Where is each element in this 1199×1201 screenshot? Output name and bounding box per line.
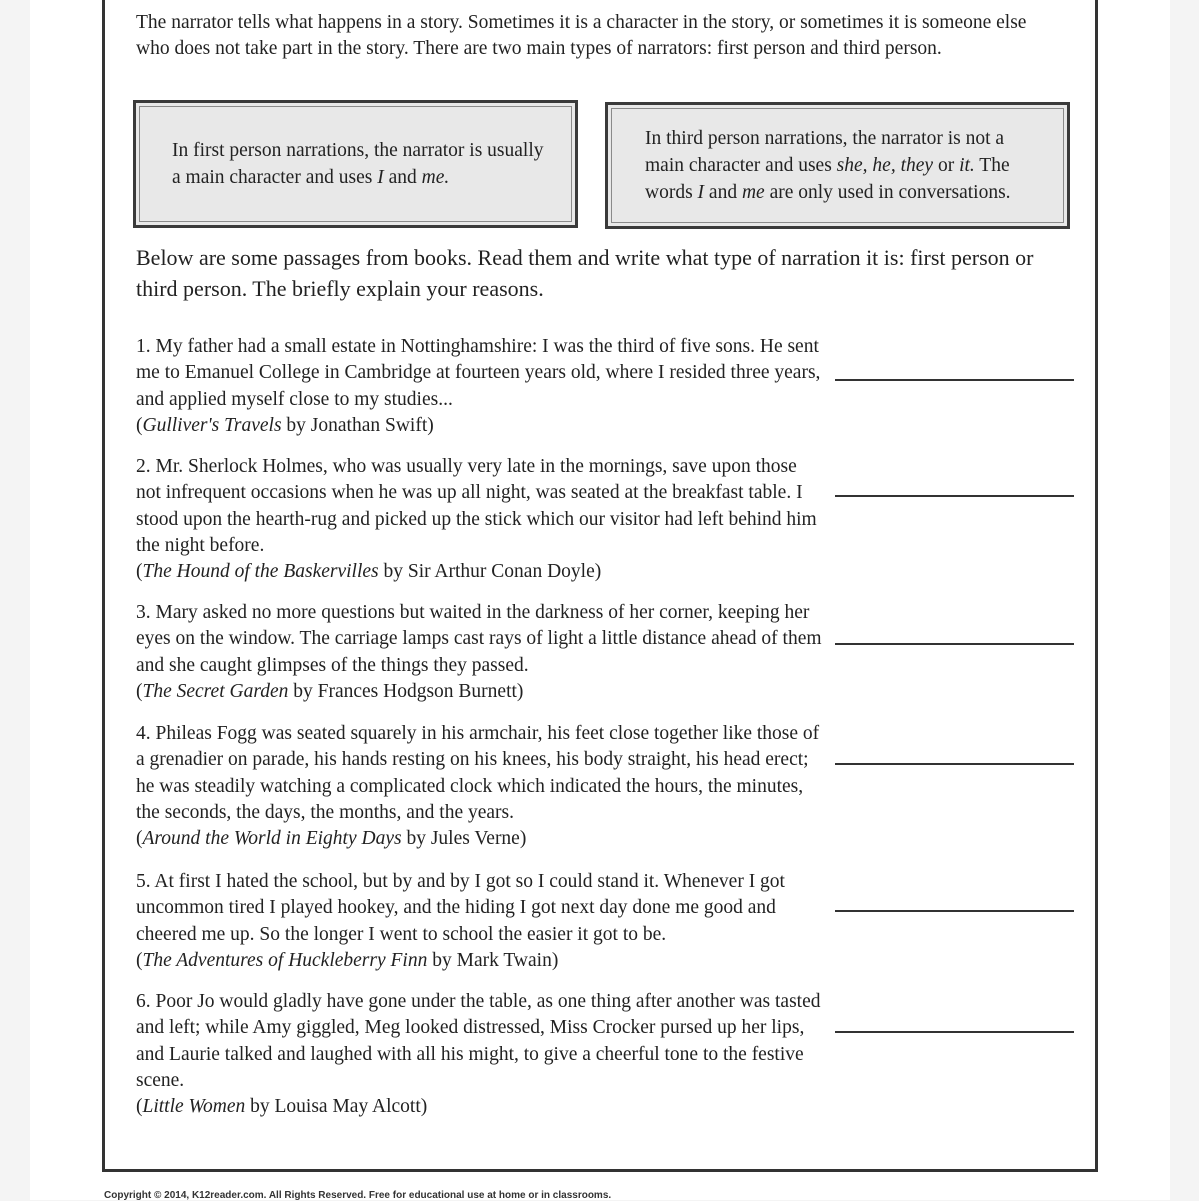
passage-4 [136, 721, 826, 852]
copyright-footer: Copyright © 2014, K12reader.com. All Rights Reserved. Free for educational use at home or in classrooms. [104, 1190, 612, 1201]
passage-text: 6. Poor Jo would gladly have gone under the table, as one thing after another was tasted and left; while Amy giggled, Meg looked distressed, Miss Crocker pursed up her lips, and Laurie talked and laughed with all his might, to give a cheerful tone to the festive scene. [136, 991, 821, 1091]
passage-text: 5. At first I hated the school, but by and by I got so I could stand it. Whenever I got uncommon tired I played hookey, and the hiding I got next day done me good and cheered me up. So the longer I went to school the easier it got to be. [136, 871, 785, 945]
answer-line-2[interactable] [835, 495, 1074, 497]
answer-line-1[interactable] [835, 379, 1074, 381]
passage-text: 1. My father had a small estate in Nottinghamshire: I was the third of five sons. He sent me to Emanuel College in Cambridge at fourteen years old, where I resided three years, and applied myself close to my studies... [136, 336, 821, 410]
passage-source: (Little Women by Louisa May Alcott) [136, 1096, 428, 1118]
passage-text: 2. Mr. Sherlock Holmes, who was usually very late in the mornings, save upon those not infrequent occasions when he was up all night, was seated at the breakfast table. I stood upon the hearth-rug and picked up the stick which our visitor had left behind him the night before. [136, 456, 817, 556]
answer-line-6[interactable] [835, 1031, 1074, 1033]
instructions: Below are some passages from books. Read them and write what type of narration it is: first person or third person. The briefly explain your reasons. [136, 245, 1034, 301]
answer-line-4[interactable] [835, 763, 1074, 765]
first-person-definition: In first person narrations, the narrator is usually a main character and uses I and me. [172, 140, 544, 188]
answer-line-3[interactable] [835, 643, 1074, 645]
passage-3 [136, 600, 826, 705]
passage-source: (The Secret Garden by Frances Hodgson Burnett) [136, 680, 524, 702]
passage-text: 3. Mary asked no more questions but waited in the darkness of her corner, keeping her eyes on the window. The carriage lamps cast rays of light a little distance ahead of them and she caught glimpses of the things they passed. [136, 602, 822, 676]
passage-source: (The Hound of the Baskervilles by Sir Arthur Conan Doyle) [136, 561, 602, 583]
passage-source: (Around the World in Eighty Days by Jules Verne) [136, 828, 527, 850]
first-person-box [133, 100, 578, 228]
passage-source: (Gulliver's Travels by Jonathan Swift) [136, 414, 434, 436]
third-person-definition: In third person narrations, the narrator is not a main character and uses she, he, they or it. The words I and me are only used in conversations. [645, 128, 1011, 203]
passage-6 [136, 989, 826, 1120]
answer-line-5[interactable] [835, 910, 1074, 912]
passage-source: (The Adventures of Huckleberry Finn by Mark Twain) [136, 949, 559, 971]
passage-1 [136, 334, 826, 439]
passage-text: 4. Phileas Fogg was seated squarely in his armchair, his feet close together like those of a grenadier on parade, his hands resting on his knees, his body straight, his head erect; he was steadily watching a complicated clock which indicated the hours, the minutes, the seconds, the days, the months, and the years. [136, 723, 820, 823]
intro-paragraph: The narrator tells what happens in a story. Sometimes it is a character in the story, or sometimes it is someone else who does not take part in the story. There are two main types of narrators: first person and third person. [136, 12, 1027, 59]
passage-5 [136, 869, 826, 974]
third-person-box [605, 102, 1070, 229]
passage-2 [136, 454, 826, 585]
